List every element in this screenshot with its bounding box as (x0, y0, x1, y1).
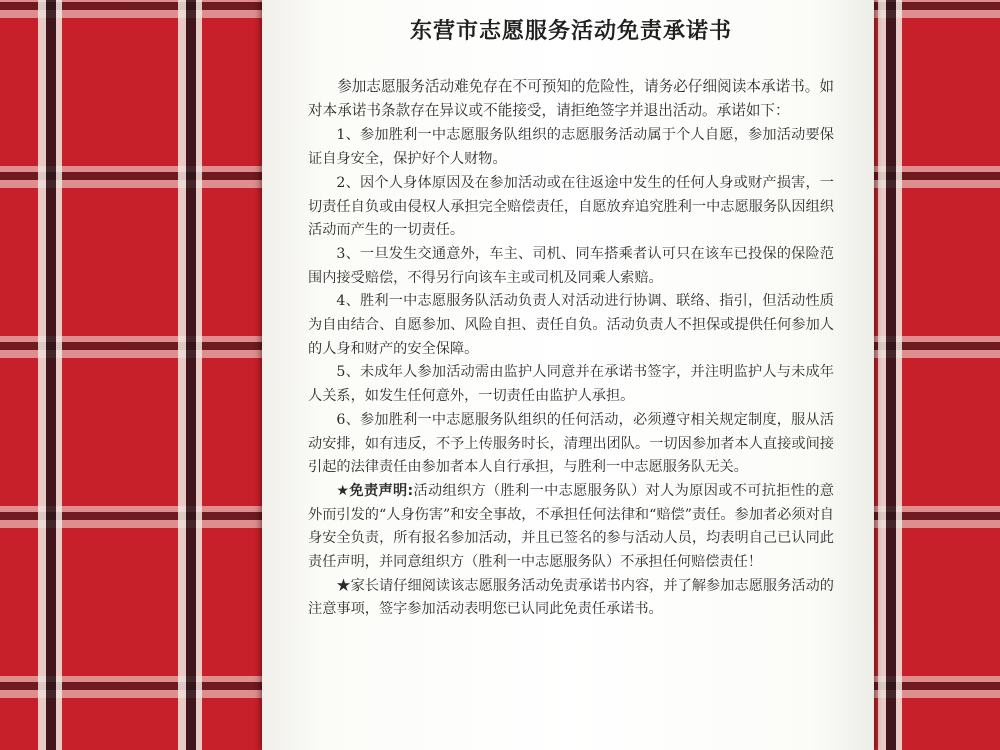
document-title: 东营市志愿服务活动免责承诺书 (409, 19, 732, 44)
clause-5: 5、未成年人参加活动需由监护人同意并在承诺书签字，并注明监护人与未成年人关系，如发生任何意外，一切责任由监护人承担。 (308, 364, 834, 405)
disclaimer-document (262, 0, 874, 750)
parent-note: ★家长请仔细阅读该志愿服务活动免责承诺书内容，并了解参加志愿服务活动的注意事项，签字参加活动表明您已认同此免责任承诺书。 (308, 577, 834, 618)
clause-6: 6、参加胜利一中志愿服务队组织的任何活动，必须遵守相关规定制度，服从活动安排，如有违反，不予上传服务时长，清理出团队。一切因参加者本人直接或间接引起的法律责任由参加者本人自行承担，与胜利一中志愿服务队无关。 (308, 411, 834, 476)
clause-1: 1、参加胜利一中志愿服务队组织的志愿服务活动属于个人自愿，参加活动要保证自身安全，保护好个人财物。 (308, 127, 834, 168)
clause-4: 4、胜利一中志愿服务队活动负责人对活动进行协调、联络、指引，但活动性质为自由结合、自愿参加、风险自担、责任自负。活动负责人不担保或提供任何参加人的人身和财产的安全保障。 (308, 293, 834, 357)
clause-3: 3、一旦发生交通意外，车主、司机、同车搭乘者认可只在该车已投保的保险范围内接受赔偿，不得另行向该车主或司机及同乘人索赔。 (308, 245, 834, 286)
clause-2: 2、因个人身体原因及在参加活动或在往返途中发生的任何人身或财产损害，一切责任自负或由侵权人承担完全赔偿责任，自愿放弃追究胜利一中志愿服务队因组织活动而产生的一切责任。 (308, 174, 834, 239)
disclaimer-label: ★免责声明: (336, 482, 414, 499)
intro-paragraph: 参加志愿服务活动难免存在不可预知的危险性，请务必仔细阅读本承诺书。如对本承诺书条款存在异议或不能接受，请拒绝签字并退出活动。承诺如下： (308, 78, 834, 119)
disclaimer-paragraph (308, 480, 834, 575)
disclaimer-text: 活动组织方（胜利一中志愿服务队）对人为原因或不可抗拒性的意外而引发的“人身伤害”和安全事故，不承担任何法律和“赔偿”责任。参加者必须对自身安全负责，所有报名参加活动，并且已签名的参与活动人员，均表明自己已认同此责任声明，并同意组织方（胜利一中志愿服务队）不承担任何赔偿责任！ (308, 482, 834, 571)
